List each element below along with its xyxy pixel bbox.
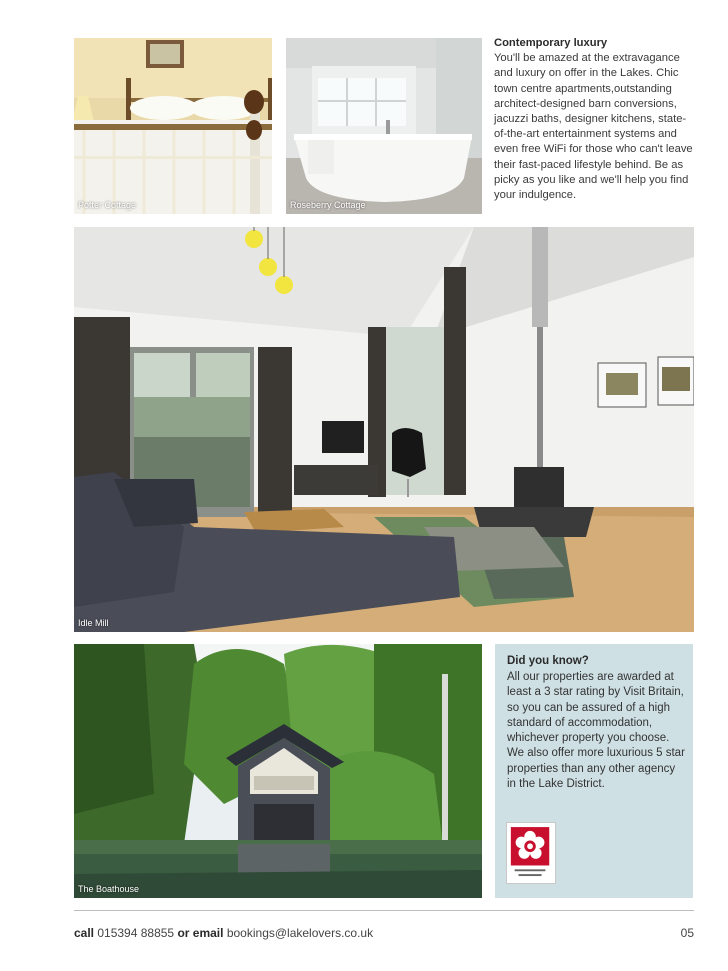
intro-text-block xyxy=(494,36,698,203)
info-box-body: All our properties are awarded at least a 3 star rating by Visit Britain, so you can be assured of a high standard of accommodation, whichever property you choose. We also offer more luxurious 5 star properties than any other agency in the Lake District. xyxy=(507,671,685,791)
photo-caption: Idle Mill xyxy=(78,618,109,628)
photo-roseberry-cottage xyxy=(286,38,482,214)
photo-potter-cottage xyxy=(74,38,272,214)
photo-the-boathouse xyxy=(74,644,482,898)
photo-caption: Potter Cottage xyxy=(78,200,137,210)
photo-caption: Roseberry Cottage xyxy=(290,200,366,210)
photo-idle-mill xyxy=(74,227,694,632)
footer-phone[interactable]: 015394 88855 xyxy=(97,926,175,940)
page-number: 05 xyxy=(680,926,694,940)
intro-body: You'll be amazed at the extravagance and luxury on offer in the Lakes. Chic town centre apartments,outstanding architect-designed barn conversions, jacuzzi baths, designer kitchens, state-of-the-art entertainment systems and even free WiFi for those who can't leave their fast-paced lifestyle behind. Be as picky as you like and we'll help you find your indulgence. xyxy=(494,52,693,202)
intro-heading: Contemporary luxury xyxy=(494,37,608,49)
footer-divider xyxy=(74,910,694,911)
quality-assured-badge xyxy=(506,822,556,884)
rose-logo-icon xyxy=(507,823,555,883)
footer-or-email-label: or email xyxy=(177,926,224,940)
footer-email-link[interactable]: bookings@lakelovers.co.uk xyxy=(226,926,374,940)
photo-caption: The Boathouse xyxy=(78,884,140,894)
info-box-heading: Did you know? xyxy=(507,655,589,667)
footer-call-label: call xyxy=(74,926,95,940)
footer-contact xyxy=(74,926,373,940)
